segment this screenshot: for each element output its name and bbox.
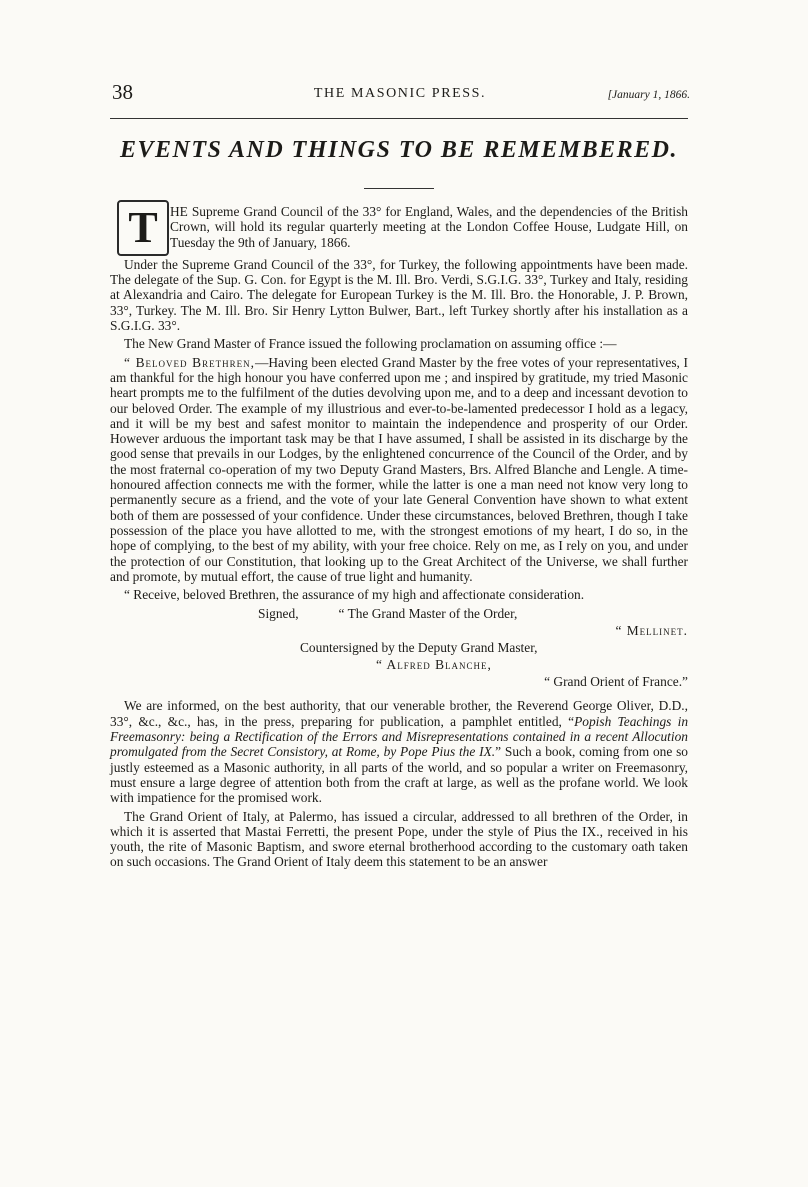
article-title: EVENTS AND THINGS TO BE REMEMBERED.	[120, 137, 678, 163]
running-title: THE MASONIC PRESS.	[313, 86, 487, 101]
signed-text: “ The Grand Master of the Order,	[338, 606, 518, 622]
countersigned-body: “ Grand Orient of France.”	[544, 674, 688, 690]
page-number: 38	[112, 80, 133, 104]
paragraph-turkey-appointments: Under the Supreme Grand Council of the 33°, for Turkey, the following appointments have been made. The delegate of the Sup. G. Con. for Egypt is the M. Ill. Bro. Verdi, S.G.I.G. 33°, Turkey and Italy, residing at Alexandria and Cairo. The delegate for European Turkey is the M. Ill. Bro. the Honorable, J. P. Brown, 33°, Turkey. The M. Ill. Bro. Sir Henry Lytton Bulwer, Bart., left Turkey shortly after his installation as a S.G.I.G. 33°.	[110, 256, 688, 334]
paragraph-grand-orient-italy: The Grand Orient of Italy, at Palermo, has issued a circular, addressed to all brethren of the Order, in which it is asserted that Mastai Ferretti, the present Pope, under the style of Pius the IX., received in his youth, the rite of Masonic Baptism, and swore eternal brotherhood according to the customary oath taken on such occasions. The Grand Orient of Italy deem this statement to be an answer	[110, 808, 688, 870]
signed-name: “ Mellinet.	[615, 623, 688, 639]
signed-label: Signed,	[258, 606, 299, 622]
drop-cap: T	[117, 200, 169, 256]
pamphlet-text-a: We are informed, on the best authority, that our venerable brother, the Reverend George Oliver, D.D., 33°, &c., &c., has, in the press, preparing for publication, a pamphlet entitled, “	[110, 698, 688, 729]
salutation: “ Beloved Brethren,	[124, 354, 255, 370]
header-rule	[110, 118, 688, 119]
paragraph-proclamation-intro: The New Grand Master of France issued the following proclamation on assuming office :—	[124, 336, 617, 352]
pamphlet-text-b: ” Such a book, coming from one so justly esteemed as a Masonic authority, in all parts of the world, and so popular a writer on Freemasonry, must ensure a large degree of attention both from the craft at large, as well as the profane world. We look with impatience for the promised work.	[110, 744, 688, 806]
paragraph-oliver-pamphlet	[110, 698, 688, 805]
paragraph-council-meeting: HE Supreme Grand Council of the 33° for England, Wales, and the dependencies of the British Crown, will hold its regular quarterly meeting at the London Coffee House, Ludgate Hill, on Tuesday the 9th of January, 1866.	[170, 204, 688, 250]
page-header	[110, 80, 690, 106]
countersigned-name: “ Alfred Blanche,	[376, 657, 492, 673]
paragraph-proclamation	[110, 355, 688, 584]
issue-date: [January 1, 1866.	[607, 89, 690, 101]
proclamation-text: —Having been elected Grand Master by the free votes of your representatives, I am thankful for the high honour you have conferred upon me ; and inspired by gratitude, my tried Masonic heart prompts me to the fulfilment of the duties devolving upon me, and to a deep and incessant devotion to our beloved Order. The example of my illustrious and ever-to-be-lamented predecessor I hold as a legacy, and it will be my best and safest monitor to maintain the independence and prosperity of our Order. However arduous the important task may be that I have assumed, I shall be assisted in its discharge by the good sense that prevails in our Lodges, by the enlightened concurrence of the Council of the Order, and by the most fraternal co-operation of my two Deputy Grand Masters, Brs. Alfred Blanche and Lengle. A time-honoured affection connects me with the former, while the latter is one a man need not know very long to permanently secure as a friend, and the vote of your late General Convention have shown to what extent both of them are possessed of your confidence. Under these circumstances, beloved Brethren, though I take possession of the place you have allotted to me, with the strongest emotions of my heart, I do so, in the hope of complying, to the best of my ability, with your free choice. Rely on me, as I rely on you, and under the protection of our Constitution, that looking up to the Great Architect of the Universe, we shall further and promote, by mutual effort, the cause of true light and humanity.	[110, 354, 689, 584]
countersigned-label: Countersigned by the Deputy Grand Master,	[300, 640, 538, 656]
signature-block	[110, 605, 688, 690]
article-body	[110, 204, 688, 873]
paragraph-closing: “ Receive, beloved Brethren, the assurance of my high and affectionate consideration.	[124, 587, 585, 603]
title-divider	[364, 188, 434, 189]
pamphlet-title: Popish Teachings in Freemasonry: being a Rectification of the Errors and Misrepresentations contained in a recent Allocution promulgated from the Secret Consistory, at Rome, by Pope Pius the IX.	[110, 713, 689, 760]
